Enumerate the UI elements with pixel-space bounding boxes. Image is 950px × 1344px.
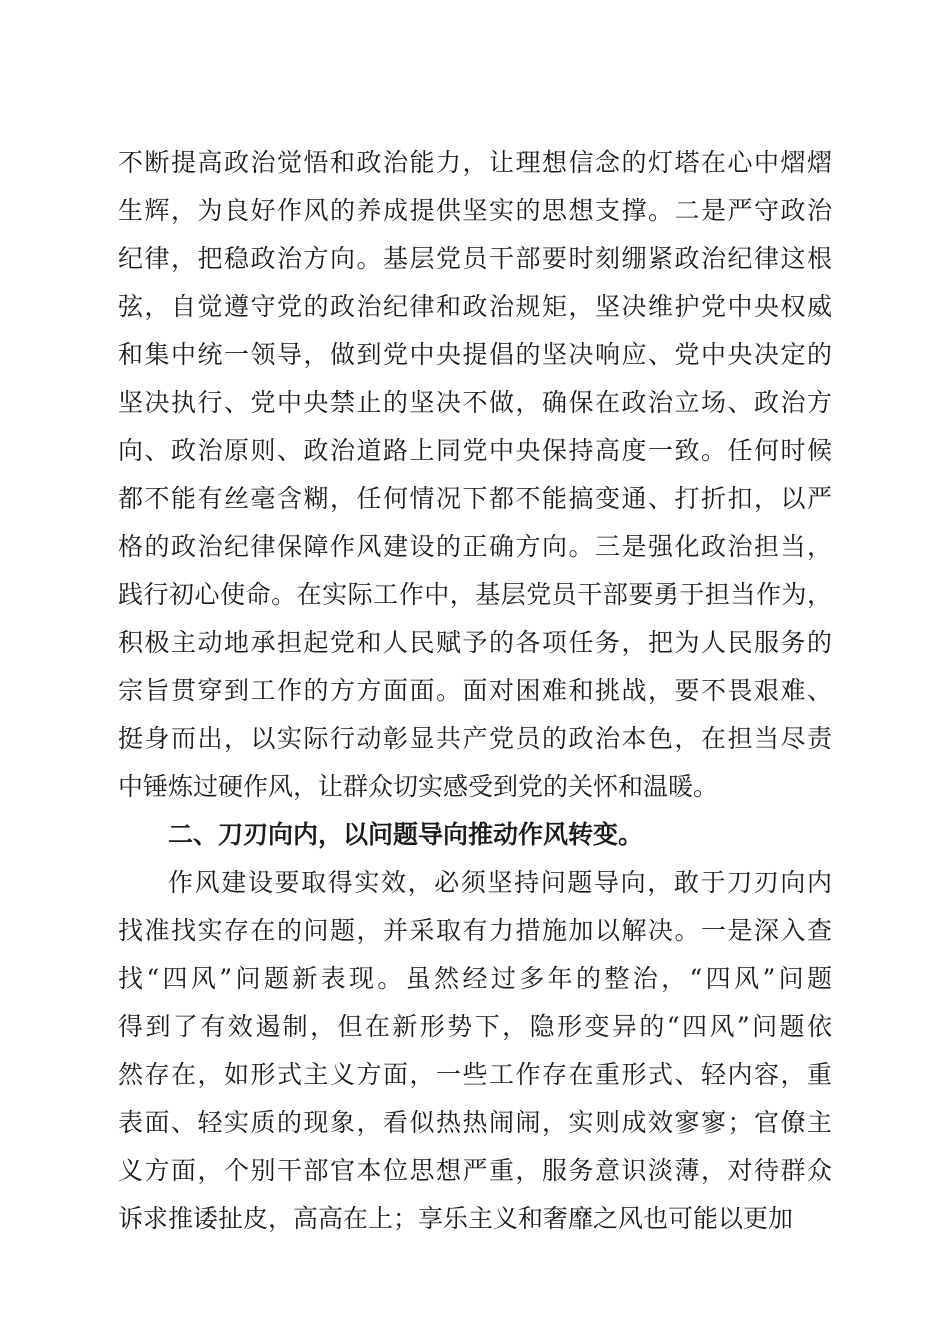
text-line-content: 找“四风”问题新表现。虽然经过多年的整治，“四风”问题 xyxy=(118,964,836,993)
text-line-content: 践行初心使命。在实际工作中，基层党员干部要勇于担当作为， xyxy=(118,580,833,609)
text-line xyxy=(0,427,950,475)
text-line-content: 不断提高政治觉悟和政治能力，让理想信念的灯塔在心中熠熠 xyxy=(118,148,834,177)
text-line xyxy=(0,1195,950,1243)
text-line xyxy=(0,1051,950,1099)
text-line-content: 中锤炼过硬作风，让群众切实感受到党的关怀和温暖。 xyxy=(118,772,719,801)
text-line-content: 和集中统一领导，做到党中央提倡的坚决响应、党中央决定的 xyxy=(118,340,834,369)
text-line xyxy=(0,763,950,811)
text-line-content: 然存在，如形式主义方面，一些工作存在重形式、轻内容，重 xyxy=(118,1060,834,1089)
text-line-content: 向、政治原则、政治道路上同党中央保持高度一致。任何时候 xyxy=(118,436,834,465)
text-line xyxy=(0,955,950,1003)
text-line-content: 找准找实存在的问题，并采取有力措施加以解决。一是深入查 xyxy=(118,916,834,945)
text-line xyxy=(0,859,950,907)
text-line xyxy=(0,715,950,763)
text-line xyxy=(0,1003,950,1051)
text-line-content: 得到了有效遏制，但在新形势下，隐形变异的“四风”问题依 xyxy=(118,1012,835,1041)
text-line-content: 作风建设要取得实效，必须坚持问题导向，敢于刀刃向内 xyxy=(168,868,834,897)
section-heading xyxy=(0,811,950,859)
text-line xyxy=(0,1147,950,1195)
text-line xyxy=(0,139,950,187)
text-line xyxy=(0,475,950,523)
text-line-content: 坚决执行、党中央禁止的坚决不做，确保在政治立场、政治方 xyxy=(118,388,834,417)
text-line xyxy=(0,667,950,715)
text-line-content: 宗旨贯穿到工作的方方面面。面对困难和挑战，要不畏艰难、 xyxy=(118,676,834,705)
text-line xyxy=(0,331,950,379)
text-line xyxy=(0,523,950,571)
text-line xyxy=(0,379,950,427)
text-line xyxy=(0,283,950,331)
text-line-content: 义方面，个别干部官本位思想严重，服务意识淡薄，对待群众 xyxy=(118,1156,834,1185)
text-line-content: 格的政治纪律保障作风建设的正确方向。三是强化政治担当， xyxy=(118,532,834,561)
text-line xyxy=(0,619,950,667)
text-line-content: 纪律，把稳政治方向。基层党员干部要时刻绷紧政治纪律这根 xyxy=(118,244,834,273)
text-line-content: 表面、轻实质的现象，看似热热闹闹，实则成效寥寥；官僚主 xyxy=(118,1108,834,1137)
text-line-content: 挺身而出，以实际行动彰显共产党员的政治本色，在担当尽责 xyxy=(118,724,834,753)
text-line-content: 诉求推诿扯皮，高高在上；享乐主义和奢靡之风也可能以更加 xyxy=(118,1204,794,1233)
text-line xyxy=(0,235,950,283)
section-heading-text: 二、刀刃向内，以问题导向推动作风转变。 xyxy=(168,820,644,849)
text-line-content: 弦，自觉遵守党的政治纪律和政治规矩，坚决维护党中央权威 xyxy=(118,292,834,321)
text-line xyxy=(0,907,950,955)
text-line-content: 积极主动地承担起党和人民赋予的各项任务，把为人民服务的 xyxy=(118,628,834,657)
text-line-content: 生辉，为良好作风的养成提供坚实的思想支撑。二是严守政治 xyxy=(118,196,834,225)
text-line xyxy=(0,1099,950,1147)
text-line-content: 都不能有丝毫含糊，任何情况下都不能搞变通、打折扣，以严 xyxy=(118,484,834,513)
text-line xyxy=(0,187,950,235)
text-line xyxy=(0,571,950,619)
